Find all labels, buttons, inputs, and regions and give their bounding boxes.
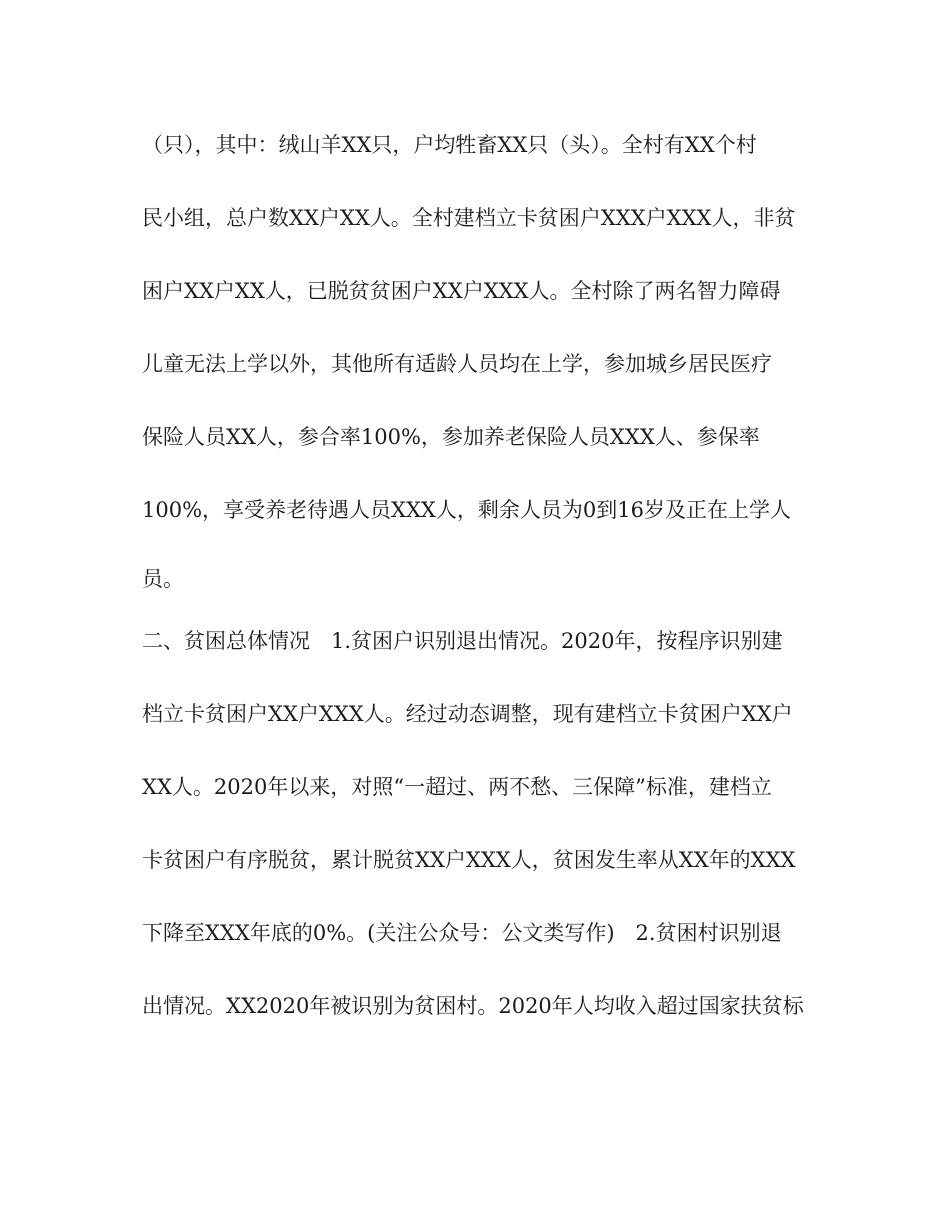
text-line: XX人。2020年以来，对照“一超过、两不愁、三保障”标准，建档立 (142, 775, 772, 799)
text-line: 下降至XXX年底的0%。(关注公众号：公文类写作) 2.贫困村识别退 (142, 921, 782, 945)
section-heading-line: 二、贫困总体情况 1.贫困户识别退出情况。2020年，按程序识别建 (142, 629, 783, 653)
text-line: 出情况。XX2020年被识别为贫困村。2020年人均收入超过国家扶贫标 (142, 994, 804, 1018)
text-line: 档立卡贫困户XX户XXX人。经过动态调整，现有建档立卡贫困户XX户 (142, 702, 793, 726)
text-line: 民小组，总户数XX户XX人。全村建档立卡贫困户XXX户XXX人，非贫 (142, 206, 796, 230)
text-line: 儿童无法上学以外，其他所有适龄人员均在上学，参加城乡居民医疗 (142, 352, 772, 376)
text-line: （只），其中：绒山羊XX只，户均牲畜XX只（头）。全村有XX个村 (142, 133, 757, 157)
text-line: 保险人员XX人，参合率100%，参加养老保险人员XXX人、参保率 (142, 425, 760, 449)
text-line: 100%，享受养老待遇人员XXX人，剩余人员为0到16岁及正在上学人 (142, 498, 791, 522)
text-line: 困户XX户XX人，已脱贫贫困户XX户XXX人。全村除了两名智力障碍 (142, 279, 781, 303)
text-line: 卡贫困户有序脱贫，累计脱贫XX户XXX人，贫困发生率从XX年的XXX (142, 848, 796, 872)
text-line: 员。 (142, 567, 184, 591)
